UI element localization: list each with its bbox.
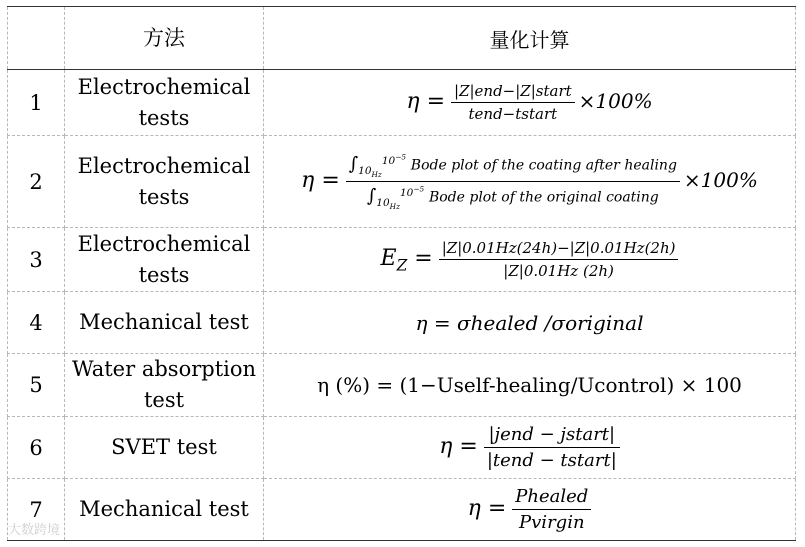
formula-3 bbox=[264, 228, 796, 292]
table-row bbox=[8, 136, 796, 228]
numerator: |Z|0.01Hz(24h)−|Z|0.01Hz(2h) bbox=[439, 239, 679, 260]
table-row bbox=[8, 417, 796, 479]
header-calculation: 量化计算 bbox=[264, 7, 796, 70]
row-method: Water absorption test bbox=[65, 354, 264, 417]
formula-4: η = σhealed /σoriginal bbox=[264, 292, 796, 354]
formula-6 bbox=[264, 417, 796, 479]
formula-2 bbox=[264, 136, 796, 228]
row-method: SVET test bbox=[65, 417, 264, 479]
fraction bbox=[439, 239, 679, 280]
row-method: Electrochemical tests bbox=[65, 70, 264, 136]
denominator: |tend − tstart| bbox=[486, 450, 617, 471]
row-number: 7 bbox=[8, 479, 65, 541]
numerator: $\int_{10_{Hz}}^{10^{-5}}$ Bode plot of the coating after healing bbox=[346, 152, 680, 182]
table-row bbox=[8, 292, 796, 354]
table-row bbox=[8, 479, 796, 541]
fraction bbox=[484, 424, 620, 471]
table-row bbox=[8, 228, 796, 292]
numerator-text: Bode plot of the coating after healing bbox=[410, 157, 677, 174]
numerator: |Z|end−|Z|start bbox=[451, 82, 575, 103]
row-number: 6 bbox=[8, 417, 65, 479]
denominator: Pvirgin bbox=[519, 512, 585, 533]
fraction bbox=[451, 82, 575, 123]
denominator-text: Bode plot of the original coating bbox=[428, 189, 659, 206]
row-number: 2 bbox=[8, 136, 65, 228]
formula-lhs: η = bbox=[467, 496, 507, 521]
watermark: 大数跨境 bbox=[8, 523, 61, 538]
row-method: Electrochemical tests bbox=[65, 136, 264, 228]
numerator: Phealed bbox=[512, 486, 591, 510]
table-row bbox=[8, 354, 796, 417]
formula-1 bbox=[264, 70, 796, 136]
header-index bbox=[8, 7, 65, 70]
row-number: 3 bbox=[8, 228, 65, 292]
table-row bbox=[8, 70, 796, 136]
numerator: |jend − jstart| bbox=[484, 424, 620, 448]
quantification-table bbox=[7, 6, 796, 541]
formula-rhs: ×100% bbox=[683, 168, 758, 192]
header-method: 方法 bbox=[65, 7, 264, 70]
formula-rhs: ×100% bbox=[578, 89, 653, 113]
integral-sign: ∫ bbox=[348, 153, 359, 175]
fraction bbox=[346, 152, 680, 210]
row-number: 4 bbox=[8, 292, 65, 354]
integral-sign: ∫ bbox=[366, 185, 377, 207]
formula-lhs: $E_Z$ = bbox=[380, 246, 433, 275]
denominator: $\int_{10_{Hz}}^{10^{-5}}$ Bode plot of the original coating bbox=[366, 184, 659, 211]
denominator: tend−tstart bbox=[468, 105, 558, 123]
row-method: Electrochemical tests bbox=[65, 228, 264, 292]
row-method: Mechanical test bbox=[65, 479, 264, 541]
formula-lhs: η = bbox=[301, 168, 340, 193]
formula-lhs: η = bbox=[439, 434, 478, 459]
row-number: 1 bbox=[8, 70, 65, 136]
denominator: |Z|0.01Hz (2h) bbox=[503, 262, 614, 280]
formula-lhs: η = bbox=[406, 89, 446, 114]
formula-5: η (%) = (1−Uself-healing/Ucontrol) × 100 bbox=[264, 354, 796, 417]
formula-7 bbox=[264, 479, 796, 541]
row-method: Mechanical test bbox=[65, 292, 264, 354]
row-number: 5 bbox=[8, 354, 65, 417]
fraction bbox=[512, 486, 591, 533]
table-header-row bbox=[8, 7, 796, 70]
